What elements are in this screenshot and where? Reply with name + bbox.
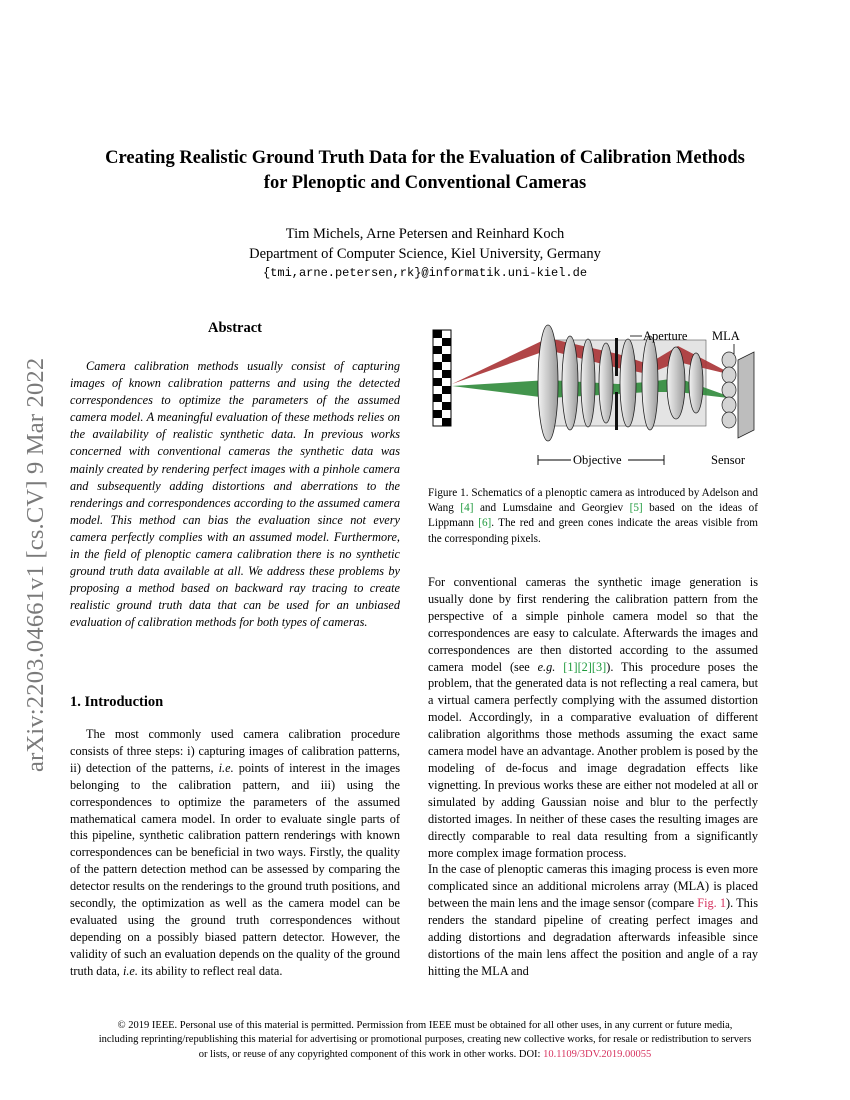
lens-element-8 (689, 353, 703, 413)
lens-element-7 (667, 347, 685, 419)
intro-text-1: The most commonly used camera calibration procedure consists of three steps: i) capturing images of calibration patterns, ii) detection of the patterns, (70, 727, 400, 775)
intro-paragraph (70, 726, 400, 980)
caption-text-d: . The red and green cones indicate the areas visible from the corresponding pixels. (428, 517, 758, 545)
footer-line-3-text: or lists, or reuse of any copyrighted component of this work in other works. DOI: (198, 1048, 544, 1060)
figure-caption (428, 486, 758, 547)
calibration-pattern (433, 330, 451, 426)
title-line-1: Creating Realistic Ground Truth Data for the Evaluation of Calibration Methods (105, 148, 745, 168)
lens-element-4 (599, 343, 613, 423)
author-names: Tim Michels, Arne Petersen and Reinhard Koch (285, 226, 565, 242)
right-column-body (428, 574, 758, 980)
right-text-2a: In the case of plenoptic cameras this imaging process is even more complicated since an additional microlens array (MLA) is placed between the main lens and the image sensor (compare (428, 862, 758, 911)
right-text-2b: ). This renders the standard pipeline of creating perfect images and adding distortions and degradation afterwards infeasible since distortions of the main lens affect the position and angle of a ray hitting the MLA and (428, 896, 758, 978)
intro-text-3: its ability to reflect real data. (137, 963, 283, 978)
author-affiliation: Department of Computer Science, Kiel University, Germany (249, 245, 601, 262)
abstract-text: Camera calibration methods usually consist of capturing images of known calibration patterns and using the detected correspondences to optimize the parameters of the assumed camera model. A meaningful evaluation of these methods relies on the availability of realistic synthetic data. In previous works concerned with conventional cameras the synthetic data was mainly created by rendering perfect images with a pinhole camera and subsequently adding distortions and aberrations to the renderings and correspondences according to the assumed camera model. This method can bias the evaluation since not every camera perfectly complies with an assumed model. Furthermore, in the field of plenoptic camera calibration there is no synthetic ground truth data available at all. We address these problems by proposing a method based on backward ray tracing to create realistic ground truth data that can be used for an unbiased evaluation of calibration methods for both types of cameras. (70, 359, 400, 630)
citation-6[interactable]: [6] (478, 517, 492, 530)
right-eg: e.g. (537, 659, 556, 674)
abstract-heading: Abstract (208, 320, 262, 336)
sensor-plane (738, 352, 754, 438)
citation-5[interactable]: [5] (629, 502, 643, 515)
figure-1-link[interactable]: Fig. 1 (697, 896, 727, 911)
title-line-2: for Plenoptic and Conventional Cameras (263, 173, 587, 193)
citation-2[interactable]: [2] (577, 659, 592, 674)
citation-3[interactable]: [3] (591, 659, 607, 674)
author-block (40, 225, 810, 284)
caption-text-a: Figure 1. Schematics of a plenoptic camera as introduced by Adelson and Wang (428, 487, 758, 515)
arxiv-stamp: arXiv:2203.04661v1 [cs.CV] 9 Mar 2022 (22, 357, 49, 772)
conventional-paragraph (428, 574, 758, 861)
caption-text-b: and Lumsdaine and Georgiev (473, 502, 630, 515)
label-mla: MLA (712, 329, 740, 343)
intro-ie-1: i.e. (218, 760, 234, 775)
copyright-footer (40, 1019, 810, 1062)
author-email: {tmi,arne.petersen,rk}@informatik.uni-kiel.de (262, 266, 588, 280)
figure-plenoptic-schematic (428, 316, 768, 476)
lens-element-3 (581, 339, 595, 427)
lens-element-2 (562, 336, 578, 430)
footer-line-3 (40, 1048, 810, 1062)
citation-4[interactable]: [4] (460, 502, 474, 515)
footer-line-1: © 2019 IEEE. Personal use of this material is permitted. Permission from IEEE must be obtained for all other uses, in any current or future media, (117, 1020, 733, 1031)
label-sensor: Sensor (711, 453, 746, 467)
right-text-1c: ). This procedure poses the problem, that the generated data is not reflecting a real camera, but a virtual camera perfectly complying with the assumed distortion model. Accordingly, in a comparative evaluation of different calibration algorithms those methods assuming the exact same camera model have an advantage. Another problem is posed by the modeling of de-focus and image degradation effects like vignetting. In previous works these are either not modeled at all or simulated by adding Gaussian noise and blur to the perfectly distorted images. In neither of these cases the resulting images are directly comparable to real data resulting from a significantly more complex image formation process. (428, 659, 758, 860)
label-objective: Objective (573, 453, 622, 467)
microlens-array (722, 352, 736, 428)
intro-heading: 1. Introduction (70, 694, 164, 710)
lens-element-5 (620, 339, 636, 427)
lens-element-6 (642, 336, 658, 430)
label-aperture: Aperture (643, 329, 688, 343)
footer-line-2: including reprinting/republishing this material for advertising or promotional purposes, creating new collective works, for resale or redistribution to servers (98, 1034, 752, 1046)
lens-element-1 (538, 325, 558, 441)
right-text-1a: For conventional cameras the synthetic image generation is usually done by first rendering the calibration pattern from the perspective of a simple pinhole camera model so that the correspondences are easy to calculate. Afterwards the images and correspondences are then distorted according to the assumed camera model (see (428, 575, 758, 674)
citation-1[interactable]: [1] (563, 659, 578, 674)
plenoptic-paragraph (428, 861, 758, 979)
doi-link[interactable]: 10.1109/3DV.2019.00055 (543, 1048, 652, 1060)
intro-text-2: points of interest in the images belonging to the calibration pattern, and iii) using the correspondences to optimize the parameters of the assumed mathematical camera model. In order to evaluate single parts of this pipeline, synthetic calibration pattern renderings with known correspondences can be beneficial in two ways. Firstly, the quality of the pattern detection method can be assessed by comparing the detector results on the renderings to the ground truth positions, and secondly, the optimization as well as the camera model can be evaluated using the ground truth correspondences without depending on a possibly biased pattern detector. However, the validity of such an evaluation depends on the quality of the ground truth data, (70, 760, 400, 978)
paper-title (40, 146, 810, 196)
caption-text-c: based on the ideas of Lippmann (428, 502, 758, 530)
intro-ie-2: i.e. (122, 963, 138, 978)
